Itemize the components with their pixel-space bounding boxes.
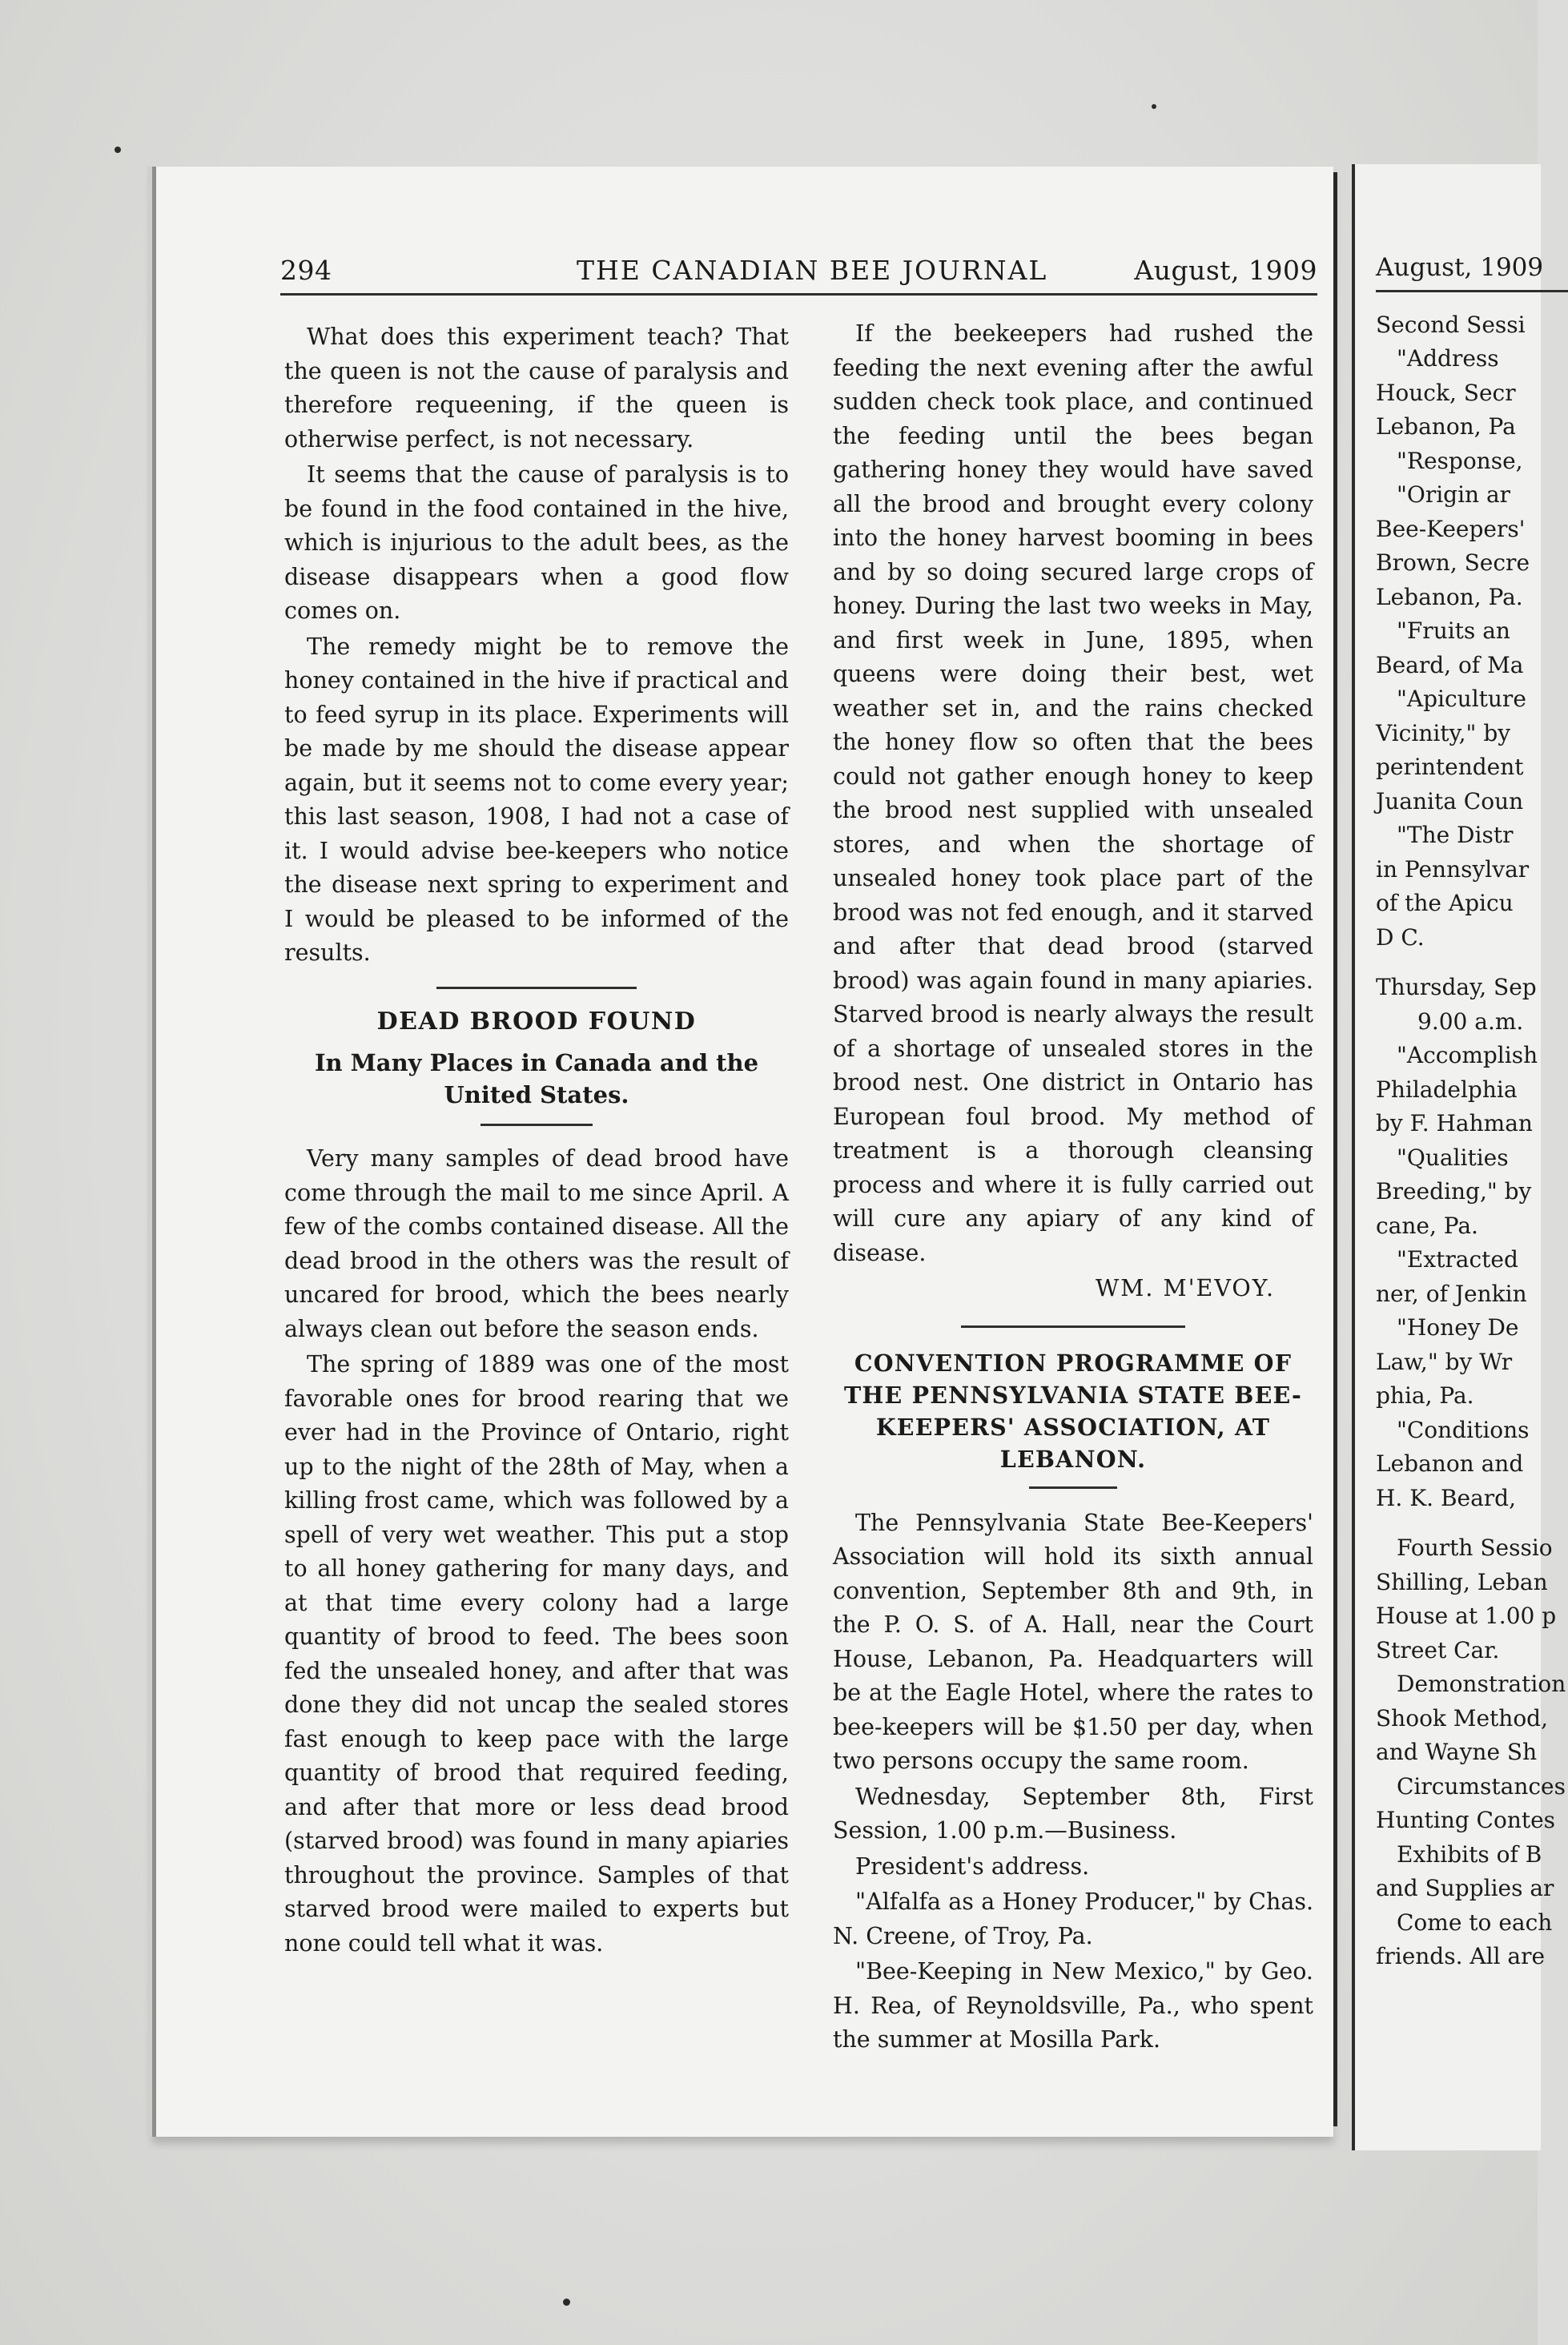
- article-subheading: In Many Places in Canada and the United States.: [314, 1049, 759, 1108]
- paragraph: What does this experiment teach? That the queen is not the cause of paralysis and therefore requeening, if the queen is otherwise perfect, is not necessary.: [284, 324, 789, 453]
- text-line: Vicinity," by: [1376, 719, 1511, 746]
- text-line: Beard, of Ma: [1376, 651, 1524, 678]
- page-number: 294: [280, 255, 332, 286]
- text-line: in Pennsylvar: [1376, 855, 1530, 883]
- author-signature: WM. M'EVOY.: [1095, 1275, 1275, 1301]
- text-line: Juanita Coun: [1376, 787, 1524, 815]
- text-line: Lebanon, Pa.: [1376, 583, 1523, 610]
- section-divider: [436, 987, 637, 989]
- section-divider: [961, 1325, 1185, 1328]
- text-line: cane, Pa.: [1376, 1212, 1478, 1239]
- paragraph: It seems that the cause of paralysis is to be found in the food contained in the hive, which is injurious to the adult bees, as the disease disappears when a good flow comes on.: [284, 461, 789, 624]
- text-line: of the Apicu: [1376, 890, 1514, 916]
- text-line: and Wayne Sh: [1376, 1739, 1538, 1765]
- text-line: Shook Method,: [1376, 1704, 1549, 1732]
- text-line: Street Car.: [1376, 1636, 1500, 1663]
- text-line: Lebanon, Pa: [1376, 413, 1516, 440]
- issue-date: August, 1909: [1134, 255, 1317, 286]
- text-line: "Accomplish: [1397, 1042, 1538, 1068]
- programme-item: "Bee-Keeping in New Mexico," by Geo. H. Rea, of Reynoldsville, Pa., who spent the summer at Mosilla Park.: [833, 1958, 1313, 2053]
- text-line: "Conditions: [1397, 1416, 1530, 1443]
- text-line: Second Sessi: [1376, 311, 1526, 338]
- text-line: Circumstances: [1397, 1772, 1566, 1800]
- text-line: Bee-Keepers': [1376, 515, 1526, 542]
- text-line: H. K. Beard,: [1376, 1484, 1516, 1511]
- paragraph: The spring of 1889 was one of the most favorable ones for brood rearing that we ever had in the Province of Ontario, right up to the night of the 28th of May, when a killing frost came, which was followed by a spell of very wet weather. This put a stop to all honey gathering for many days, and at that time every colony had a large quantity of brood to feed. The bees soon fed the unsealed honey, and after that was done they did not uncap the sealed stores fast enough to keep pace with the large quantity of brood that required feeding, and after that more or less dead brood (starved brood) was found in many apiaries throughout the province. Samples of that starved brood were mailed to experts but none could tell what it was.: [284, 1351, 789, 1957]
- convention-heading: CONVENTION PROGRAMME OF THE PENNSYLVANIA STATE BEE-KEEPERS' ASSOCIATION, AT LEBANON.: [844, 1349, 1302, 1473]
- text-line: 9.00 a.m.: [1417, 1008, 1524, 1035]
- journal-title: THE CANADIAN BEE JOURNAL: [577, 255, 1048, 286]
- text-line: Fourth Sessio: [1397, 1535, 1553, 1561]
- text-line: "Origin ar: [1397, 481, 1511, 508]
- facing-page: [1352, 164, 1566, 2150]
- text-line: Philadelphia: [1376, 1076, 1518, 1103]
- dust-speck: [563, 2299, 570, 2306]
- right-column: [833, 317, 1313, 2059]
- text-line: "The Distr: [1397, 822, 1514, 848]
- text-line: "Address: [1397, 345, 1499, 372]
- text-line: Hunting Contes: [1376, 1807, 1556, 1833]
- text-line: "Response,: [1397, 447, 1523, 474]
- text-line: Come to each: [1397, 1909, 1553, 1936]
- paragraph: The remedy might be to remove the honey contained in the hive if practical and to feed syrup in its place. Experiments will be made by me should the disease appear again, but it seems not to come every year; this last season, 1908, I had not a case of it. I would advise bee-keepers who notice the disease next spring to experiment and I would be pleased to be informed of the results.: [284, 633, 789, 966]
- text-line: perintendent: [1376, 754, 1524, 780]
- text-line: Law," by Wr: [1376, 1348, 1513, 1375]
- programme-item: President's address.: [855, 1852, 1090, 1880]
- session-line: Wednesday, September 8th, First Session, 1.00 p.m.—Business.: [833, 1783, 1313, 1844]
- text-line: Demonstration: [1397, 1671, 1566, 1697]
- text-line: ner, of Jenkin: [1376, 1280, 1527, 1307]
- journal-page: [152, 167, 1333, 2137]
- text-line: phia, Pa.: [1376, 1382, 1474, 1409]
- text-line: D C.: [1376, 923, 1425, 951]
- text-line: "Apiculture: [1397, 686, 1526, 712]
- text-line: friends. All are: [1376, 1943, 1546, 1969]
- text-line: House at 1.00 p: [1376, 1603, 1557, 1629]
- text-line: and Supplies ar: [1376, 1875, 1554, 1901]
- dust-speck: [1152, 104, 1156, 109]
- paragraph: The Pennsylvania State Bee-Keepers' Association will hold its sixth annual convention, September 8th and 9th, in the P. O. S. of A. Hall, near the Court House, Lebanon, Pa. Headquarters will be at the Eagle Hotel, where the rates to bee-keepers will be $1.50 per day, when two persons occupy the same room.: [833, 1509, 1313, 1774]
- running-header: [280, 253, 1317, 296]
- spacer: [1376, 1515, 1568, 1531]
- facing-page-header: August, 1909: [1376, 251, 1568, 292]
- left-column: [284, 320, 789, 1962]
- facing-page-column: [1376, 251, 1568, 1974]
- text-line: Breeding," by: [1376, 1178, 1532, 1205]
- text-line: Brown, Secre: [1376, 549, 1530, 576]
- paragraph: Very many samples of dead brood have come through the mail to me since April. A few of the combs contained disease. All the dead brood in the others was the result of uncared for brood, which the bees nearly always clean out before the season ends.: [284, 1145, 789, 1342]
- text-line: Shilling, Leban: [1376, 1568, 1548, 1595]
- paragraph: If the beekeepers had rushed the feeding the next evening after the awful sudden check took place, and continued the feeding until the bees began gathering honey they would have saved all the brood and brought every colony into the honey harvest booming in bees and by so doing secured large crops of honey. During the last two weeks in May, and first week in June, 1895, when queens were doing their best, wet weather set in, and the rains checked the honey flow so often that the bees could not gather enough honey to keep the brood nest supplied with unsealed stores, and when the shortage of unsealed honey took place part of the brood was not fed enough, and it starved and after that dead brood (starved brood) was again found in many apiaries. Starved brood is nearly always the result of a shortage of unsealed stores in the brood nest. One district in Ontario has European foul brood. My method of treatment is a thorough cleansing process and where it is fully carried out will cure any apiary of any kind of disease.: [833, 320, 1313, 1266]
- text-line: "Honey De: [1397, 1314, 1519, 1341]
- text-line: Thursday, Sep: [1376, 974, 1537, 1000]
- spacer: [1376, 955, 1568, 971]
- text-line: Lebanon and: [1376, 1450, 1524, 1477]
- text-line: "Extracted: [1397, 1246, 1518, 1273]
- text-line: Houck, Secr: [1376, 379, 1516, 406]
- dust-speck: [115, 147, 121, 153]
- text-line: Exhibits of B: [1397, 1840, 1542, 1868]
- article-heading: DEAD BROOD FOUND: [376, 1007, 697, 1036]
- heading-divider: [480, 1124, 593, 1126]
- heading-divider: [1029, 1486, 1117, 1489]
- text-line: by F. Hahman: [1376, 1110, 1533, 1136]
- text-line: "Qualities: [1397, 1144, 1509, 1171]
- text-line: "Fruits an: [1397, 617, 1510, 644]
- programme-item: "Alfalfa as a Honey Producer," by Chas. N. Creene, of Troy, Pa.: [833, 1888, 1313, 1949]
